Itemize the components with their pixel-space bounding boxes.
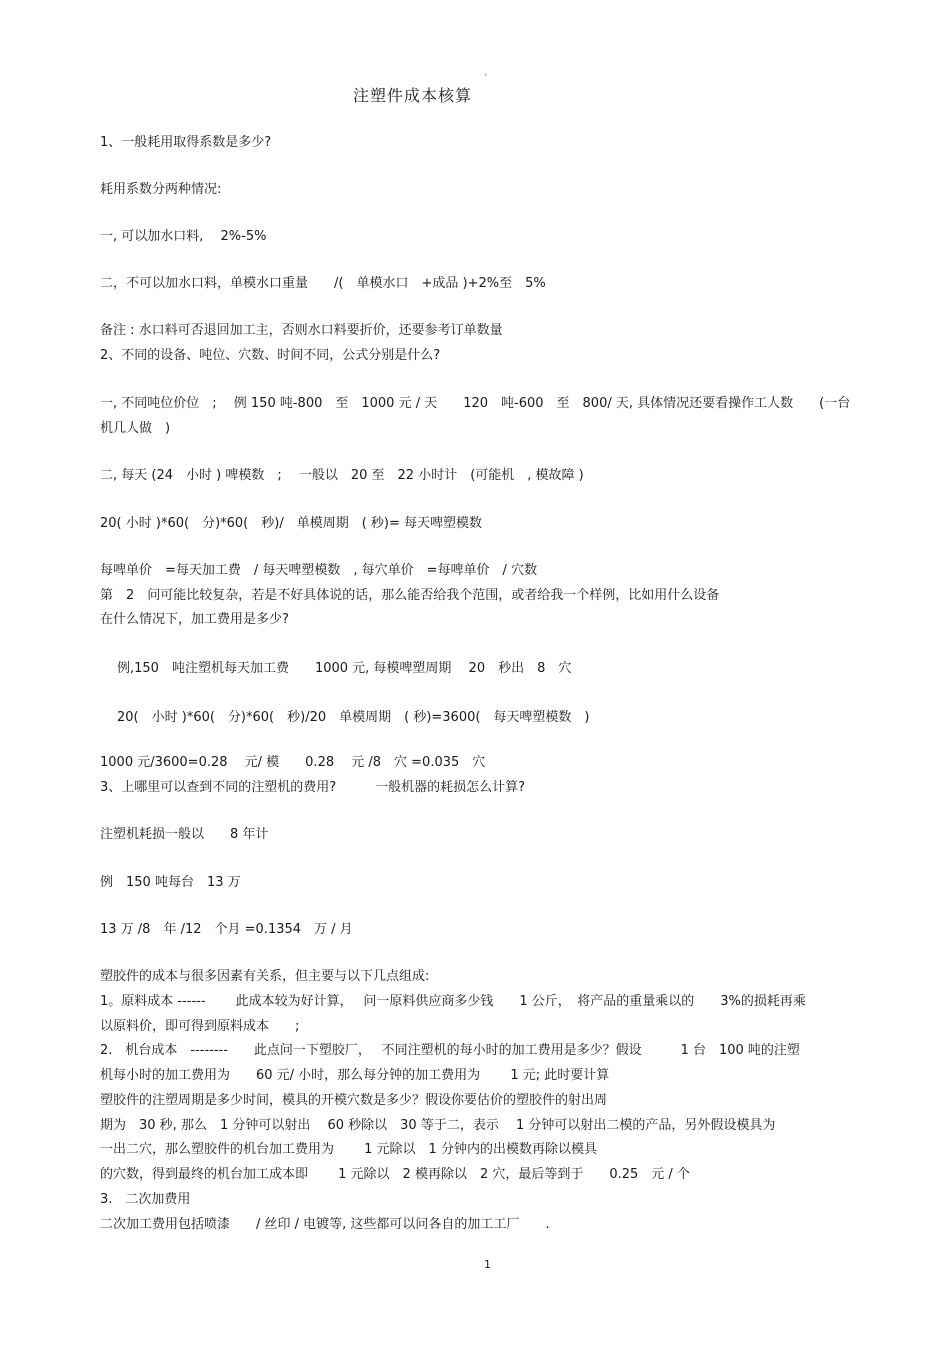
text-line: 注塑机耗损一般以 8 年计 bbox=[100, 827, 269, 842]
text-line: 1、一般耗用取得系数是多少? bbox=[100, 135, 272, 150]
text-line: 3. 二次加费用 bbox=[100, 1192, 191, 1207]
text-line: 二, 每天 (24 小时 ) 啤模数 ; 一般以 20 至 22 小时计 (可能机 , 模故障 ) bbox=[100, 468, 584, 483]
text-line: 13 万 /8 年 /12 个月 =0.1354 万 / 月 bbox=[100, 922, 353, 937]
header-dot: 。 bbox=[484, 68, 494, 78]
text-line: 例 150 吨每台 13 万 bbox=[100, 875, 241, 890]
text-line: 的穴数，得到最终的机台加工成本即 1 元除以 2 模再除以 2 穴，最后等到于 0.25 元 / 个 bbox=[100, 1167, 690, 1182]
text-line: 20( 小时 )*60( 分)*60( 秒)/20 单模周期 ( 秒)=3600( 每天啤塑模数 ) bbox=[117, 710, 590, 725]
text-line: 一出二穴，那么塑胶件的机台加工费用为 1 元除以 1 分钟内的出模数再除以模具 bbox=[100, 1142, 597, 1157]
page-number: 1 bbox=[484, 1258, 491, 1271]
text-line: 2. 机台成本 -------- 此点问一下塑胶厂， 不同注塑机的每小时的加工费用是多少？假设 1 台 100 吨的注塑 bbox=[100, 1043, 800, 1058]
text-line: 2、不同的设备、吨位、穴数、时间不同，公式分别是什么? bbox=[100, 348, 441, 363]
text-line: 在什么情况下，加工费用是多少? bbox=[100, 612, 289, 627]
text-line: 1000 元/3600=0.28 元/ 模 0.28 元 /8 穴 =0.035 穴 bbox=[100, 755, 486, 770]
text-line: 二次加工费用包括喷漆 / 丝印 / 电镀等, 这些都可以问各自的加工工厂 . bbox=[100, 1217, 550, 1232]
page-title: 注塑件成本核算 bbox=[352, 86, 472, 105]
text-line: 机每小时的加工费用为 60 元/ 小时，那么每分钟的加工费用为 1 元; 此时要计算 bbox=[100, 1068, 610, 1083]
text-line: 第 2 问可能比较复杂，若是不好具体说的话，那么能否给我个范围，或者给我一个样例，比如用什么设备 bbox=[100, 588, 720, 603]
text-line: 每啤单价 =每天加工费 / 每天啤塑模数 , 每穴单价 =每啤单价 / 穴数 bbox=[100, 563, 538, 578]
text-line: 备注 : 水口料可否退回加工主，否则水口料要折价，还要参考订单数量 bbox=[100, 323, 503, 338]
text-line: 3、上哪里可以查到不同的注塑机的费用? 一般机器的耗损怎么计算? bbox=[100, 780, 526, 795]
text-line: 期为 30 秒, 那么 1 分钟可以射出 60 秒除以 30 等于二，表示 1 分钟可以射出二模的产品，另外假设模具为 bbox=[100, 1118, 776, 1133]
text-line: 例,150 吨注塑机每天加工费 1000 元, 每模啤塑周期 20 秒出 8 穴 bbox=[117, 661, 572, 676]
text-line: 以原料价，即可得到原料成本 ; bbox=[100, 1019, 300, 1034]
text-line: 机几人做 ) bbox=[100, 421, 171, 436]
text-line: 耗用系数分两种情况: bbox=[100, 182, 222, 197]
text-line: 一, 不同吨位价位 ; 例 150 吨-800 至 1000 元 / 天 120 吨-600 至 800/ 天, 具体情况还要看操作工人数 (一台 bbox=[100, 396, 851, 411]
text-line: 塑胶件的成本与很多因素有关系，但主要与以下几点组成: bbox=[100, 969, 430, 984]
text-line: 20( 小时 )*60( 分)*60( 秒)/ 单模周期 ( 秒)= 每天啤塑模数 bbox=[100, 516, 483, 531]
text-line: 一, 可以加水口料, 2%-5% bbox=[100, 229, 267, 244]
text-line: 1。原料成本 ------ 此成本较为好计算， 问一原料供应商多少钱 1 公斤， 将产品的重量乘以的 3%的损耗再乘 bbox=[100, 994, 806, 1009]
text-line: 二，不可以加水口料，单模水口重量 /( 单模水口 +成品 )+2%至 5% bbox=[100, 276, 546, 291]
text-line: 塑胶件的注塑周期是多少时间，模具的开模穴数是多少？假设你要估价的塑胶件的射出周 bbox=[100, 1093, 608, 1108]
